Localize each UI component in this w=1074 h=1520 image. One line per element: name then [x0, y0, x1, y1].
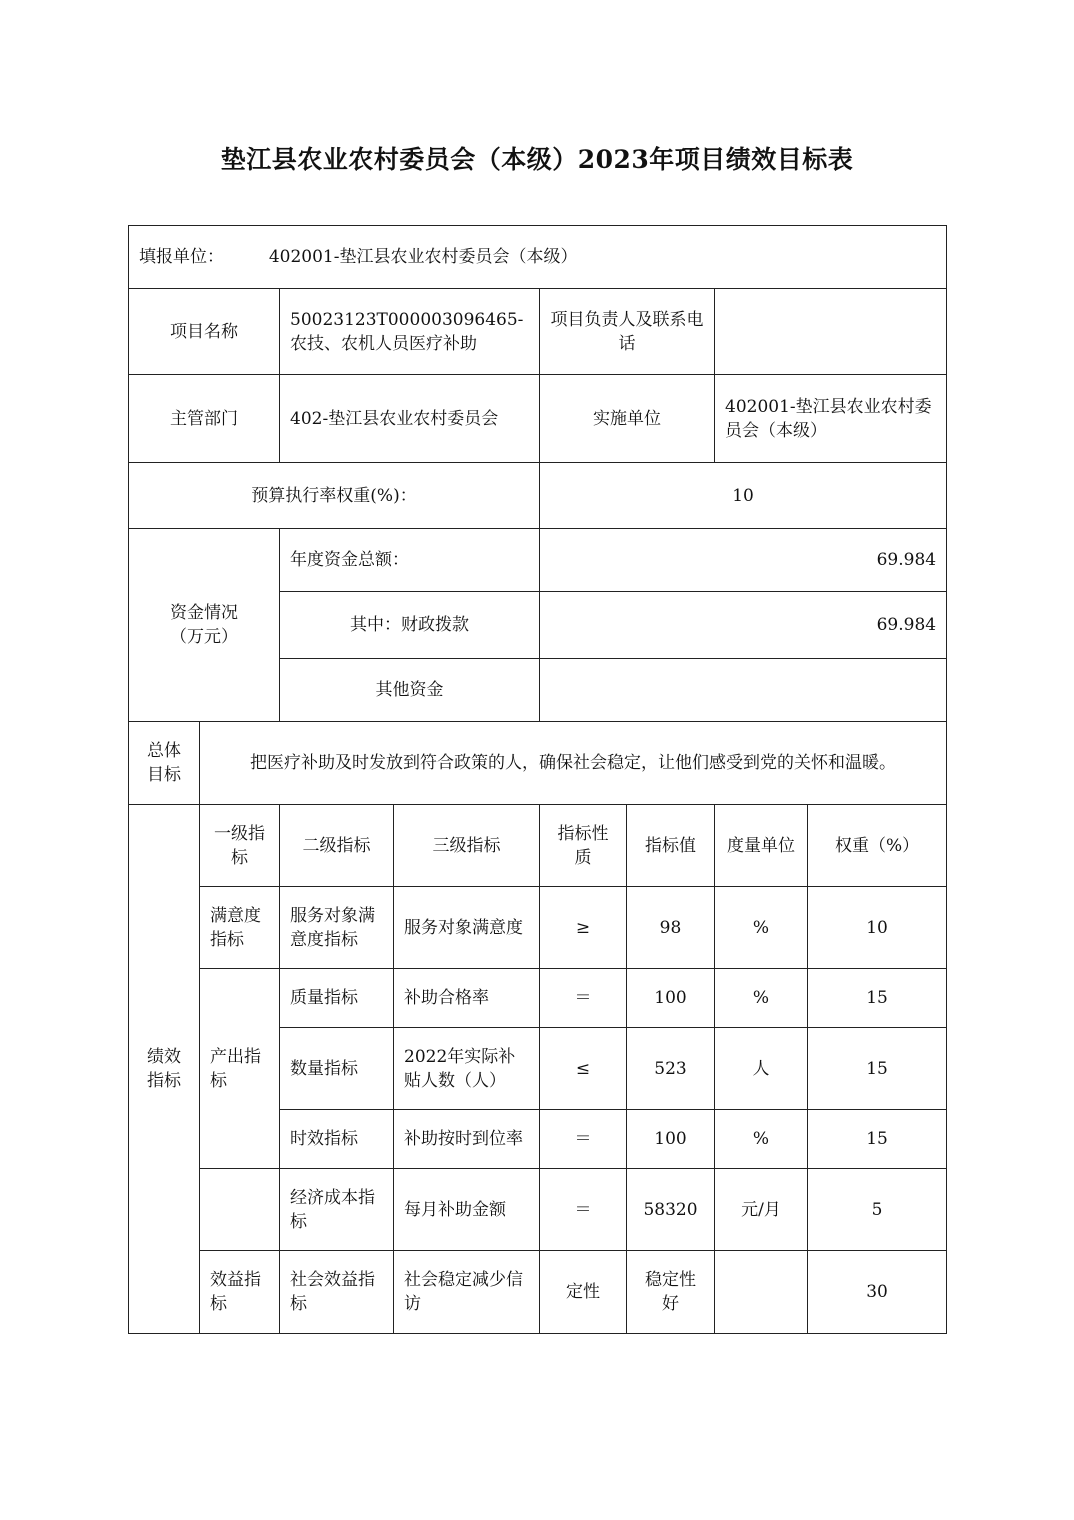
project-contact-label: 项目负责人及联系电话	[540, 289, 715, 375]
page-title: 垫江县农业农村委员会（本级）2023年项目绩效目标表	[220, 145, 854, 174]
level3-cell: 2022年实际补贴人数（人）	[394, 1028, 540, 1110]
department-row	[129, 375, 947, 463]
header-value: 指标值	[627, 805, 715, 887]
unit-cell: 元/月	[715, 1169, 808, 1251]
table-row	[129, 969, 947, 1028]
level1-cell: 产出指标	[200, 969, 280, 1169]
weight-cell: 15	[808, 1110, 947, 1169]
nature-cell: ＝	[540, 1110, 627, 1169]
filing-unit-label: 填报单位：	[139, 247, 224, 267]
level2-cell: 质量指标	[280, 969, 394, 1028]
weight-cell: 10	[808, 887, 947, 969]
nature-cell: ≥	[540, 887, 627, 969]
unit-cell	[715, 1251, 808, 1334]
overall-goal-row	[129, 722, 947, 805]
project-name-value: 50023123T000003096465-农技、农机人员医疗补助	[280, 289, 540, 375]
department-value: 402-垫江县农业农村委员会	[280, 375, 540, 463]
nature-cell: ＝	[540, 1169, 627, 1251]
project-row	[129, 289, 947, 375]
project-contact-value	[715, 289, 947, 375]
weight-cell: 15	[808, 969, 947, 1028]
department-label: 主管部门	[129, 375, 280, 463]
impl-unit-label: 实施单位	[540, 375, 715, 463]
indicator-header-row	[129, 805, 947, 887]
weight-cell: 5	[808, 1169, 947, 1251]
filing-unit-value: 402001-垫江县农业农村委员会（本级）	[268, 247, 578, 267]
level3-cell: 服务对象满意度	[394, 887, 540, 969]
unit-cell: %	[715, 969, 808, 1028]
funds-label-text: 资金情况（万元）	[170, 603, 238, 647]
header-level2: 二级指标	[280, 805, 394, 887]
header-unit: 度量单位	[715, 805, 808, 887]
value-cell: 100	[627, 1110, 715, 1169]
value-cell: 稳定性好	[627, 1251, 715, 1334]
level3-cell: 社会稳定减少信访	[394, 1251, 540, 1334]
level2-cell: 经济成本指标	[280, 1169, 394, 1251]
table-row	[129, 1169, 947, 1251]
header-weight: 权重（%）	[808, 805, 947, 887]
funds-fiscal-label: 其中：财政拨款	[280, 592, 540, 659]
funds-other-value	[540, 659, 947, 722]
value-cell: 58320	[627, 1169, 715, 1251]
header-nature: 指标性质	[540, 805, 627, 887]
funds-annual-row	[129, 529, 947, 592]
header-level3: 三级指标	[394, 805, 540, 887]
impl-unit-value: 402001-垫江县农业农村委员会（本级）	[715, 375, 947, 463]
level1-cell	[200, 1169, 280, 1251]
funds-fiscal-value: 69.984	[540, 592, 947, 659]
level2-cell: 社会效益指标	[280, 1251, 394, 1334]
budget-weight-row	[129, 463, 947, 529]
performance-target-table	[128, 225, 947, 1334]
header-level1: 一级指标	[200, 805, 280, 887]
unit-cell: %	[715, 887, 808, 969]
filing-unit-row	[129, 226, 947, 289]
funds-annual-value: 69.984	[540, 529, 947, 592]
level3-cell: 每月补助金额	[394, 1169, 540, 1251]
weight-cell: 30	[808, 1251, 947, 1334]
level3-cell: 补助合格率	[394, 969, 540, 1028]
project-name-label: 项目名称	[129, 289, 280, 375]
nature-cell: ≤	[540, 1028, 627, 1110]
table-row	[129, 887, 947, 969]
overall-goal-text: 把医疗补助及时发放到符合政策的人，确保社会稳定，让他们感受到党的关怀和温暖。	[200, 722, 947, 805]
indicators-label	[129, 805, 200, 1334]
indicators-label-text: 绩效指标	[147, 1047, 181, 1091]
level2-cell: 服务对象满意度指标	[280, 887, 394, 969]
overall-goal-label	[129, 722, 200, 805]
weight-cell: 15	[808, 1028, 947, 1110]
funds-annual-label: 年度资金总额：	[280, 529, 540, 592]
nature-cell: ＝	[540, 969, 627, 1028]
value-cell: 523	[627, 1028, 715, 1110]
unit-cell: 人	[715, 1028, 808, 1110]
overall-goal-label-text: 总体目标	[147, 741, 181, 785]
level1-cell: 满意度指标	[200, 887, 280, 969]
funds-label	[129, 529, 280, 722]
value-cell: 98	[627, 887, 715, 969]
level2-cell: 时效指标	[280, 1110, 394, 1169]
budget-weight-label: 预算执行率权重(%)：	[129, 463, 540, 529]
budget-weight-value: 10	[540, 463, 947, 529]
level1-cell: 效益指标	[200, 1251, 280, 1334]
table-row	[129, 1251, 947, 1334]
value-cell: 100	[627, 969, 715, 1028]
level2-cell: 数量指标	[280, 1028, 394, 1110]
unit-cell: %	[715, 1110, 808, 1169]
funds-other-label: 其他资金	[280, 659, 540, 722]
level3-cell: 补助按时到位率	[394, 1110, 540, 1169]
nature-cell: 定性	[540, 1251, 627, 1334]
